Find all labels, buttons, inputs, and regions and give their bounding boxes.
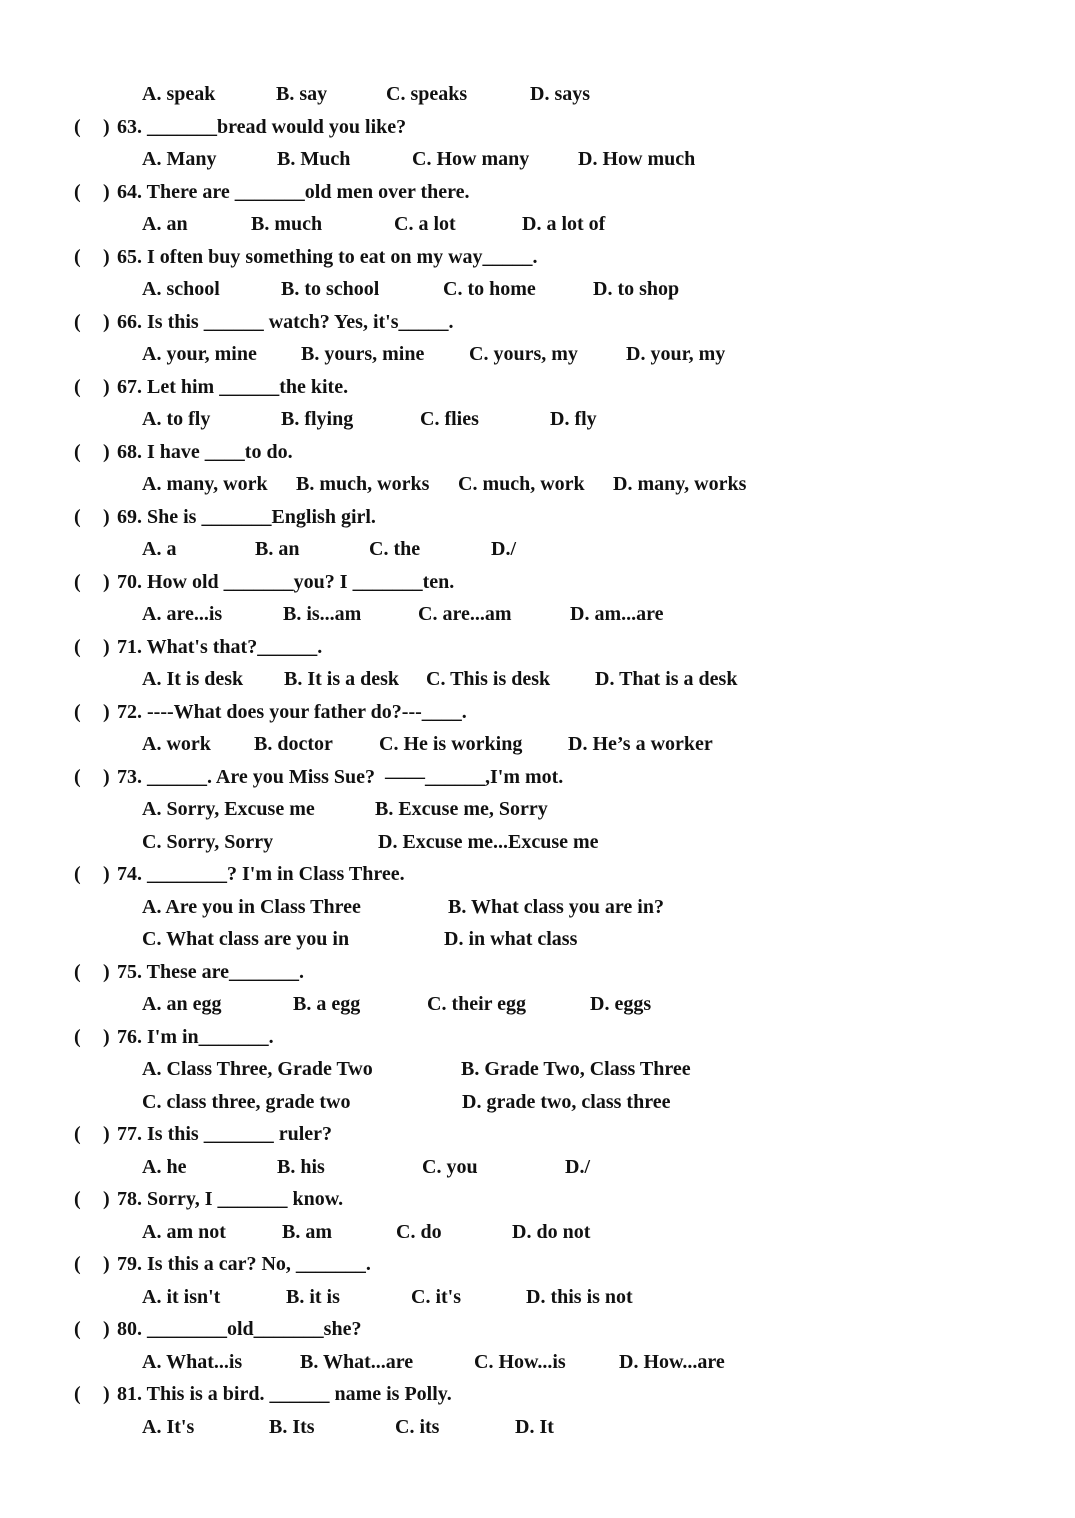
answer-option: C. How many	[412, 148, 530, 170]
options-line	[0, 1216, 1075, 1249]
options-line	[0, 78, 1075, 111]
answer-option: B. it is	[286, 1285, 340, 1308]
question-text: 69. She is _______English girl.	[117, 505, 376, 528]
answer-option: A. Are you in Class Three	[142, 895, 361, 918]
answer-option: A. an egg	[142, 993, 222, 1015]
answer-option: D. Excuse me...Excuse me	[378, 830, 599, 853]
answer-option: B. Excuse me, Sorry	[375, 798, 548, 820]
question-line	[0, 1313, 1075, 1346]
answer-option: B. his	[277, 1155, 325, 1178]
question-line	[0, 858, 1075, 891]
options-line	[0, 403, 1075, 436]
question-text: 73. ______. Are you Miss Sue? ——______,I'm mot.	[117, 765, 564, 788]
answer-option: B. to school	[281, 278, 380, 300]
answer-paren-open: (	[74, 570, 81, 593]
answer-option: B. Its	[269, 1415, 315, 1438]
answer-option: C. do	[396, 1220, 442, 1243]
answer-paren-open: (	[74, 700, 81, 723]
question-text: 66. Is this ______ watch? Yes, it's_____.	[117, 310, 454, 333]
answer-option: D. your, my	[626, 343, 726, 365]
answer-option: A. Class Three, Grade Two	[142, 1058, 373, 1080]
question-line	[0, 436, 1075, 469]
answer-option: A. speak	[142, 83, 216, 105]
answer-paren-close: )	[103, 635, 110, 658]
answer-paren-open: (	[74, 1383, 81, 1405]
answer-option: D./	[565, 1155, 590, 1178]
question-line	[0, 111, 1075, 144]
answer-option: D. this is not	[526, 1285, 633, 1308]
options-line	[0, 273, 1075, 306]
answer-option: A. it isn't	[142, 1285, 221, 1308]
worksheet	[0, 78, 1075, 1443]
question-line	[0, 1183, 1075, 1216]
answer-option: D. That is a desk	[595, 668, 738, 690]
question-text: 77. Is this _______ ruler?	[117, 1123, 332, 1145]
answer-option: D. am...are	[570, 603, 664, 625]
answer-option: A. work	[142, 733, 211, 755]
question-line	[0, 501, 1075, 534]
answer-paren-open: (	[74, 1253, 81, 1275]
answer-paren-open: (	[74, 245, 81, 268]
answer-paren-close: )	[103, 1188, 110, 1210]
answer-option: A. It is desk	[142, 668, 244, 690]
answer-paren-open: (	[74, 115, 81, 138]
question-line	[0, 1378, 1075, 1411]
answer-option: A. Many	[142, 148, 217, 170]
answer-option: D. grade two, class three	[462, 1090, 671, 1113]
answer-paren-open: (	[74, 1123, 81, 1145]
options-line	[0, 826, 1075, 859]
answer-option: B. much	[251, 213, 323, 235]
answer-paren-open: (	[74, 310, 81, 333]
answer-paren-close: )	[103, 310, 110, 333]
answer-option: A. to fly	[142, 408, 211, 430]
question-text: 71. What's that?______.	[117, 635, 323, 658]
question-line	[0, 306, 1075, 339]
answer-option: D. a lot of	[522, 213, 606, 235]
answer-paren-close: )	[103, 1025, 110, 1048]
question-text: 81. This is a bird. ______ name is Polly.	[117, 1383, 452, 1405]
answer-option: B. a egg	[293, 993, 361, 1015]
answer-paren-open: (	[74, 1025, 81, 1048]
answer-option: C. speaks	[386, 83, 468, 105]
answer-option: C. it's	[411, 1285, 461, 1308]
answer-paren-close: )	[103, 570, 110, 593]
question-text: 72. ----What does your father do?---____.	[117, 700, 467, 723]
question-line	[0, 956, 1075, 989]
answer-option: C. their egg	[427, 993, 527, 1015]
question-line	[0, 1118, 1075, 1151]
options-line	[0, 1053, 1075, 1086]
options-line	[0, 598, 1075, 631]
question-text: 75. These are_______.	[117, 960, 305, 983]
options-line	[0, 208, 1075, 241]
question-text: 63. _______bread would you like?	[117, 115, 407, 138]
answer-option: D. He’s a worker	[568, 733, 713, 755]
options-line	[0, 663, 1075, 696]
answer-option: C. its	[395, 1415, 440, 1438]
options-line	[0, 988, 1075, 1021]
answer-paren-close: )	[103, 1253, 110, 1275]
question-text: 65. I often buy something to eat on my way_____.	[117, 245, 538, 268]
answer-option: C. are...am	[418, 603, 512, 625]
answer-paren-open: (	[74, 180, 81, 203]
question-text: 74. ________? I'm in Class Three.	[117, 863, 405, 885]
answer-option: C. flies	[420, 408, 479, 430]
answer-option: C. you	[422, 1155, 478, 1178]
answer-option: C. yours, my	[469, 343, 578, 365]
options-line	[0, 143, 1075, 176]
options-line	[0, 1086, 1075, 1119]
answer-option: D./	[491, 538, 516, 560]
question-line	[0, 696, 1075, 729]
answer-paren-open: (	[74, 375, 81, 398]
answer-paren-open: (	[74, 440, 81, 463]
question-line	[0, 1248, 1075, 1281]
question-line	[0, 241, 1075, 274]
answer-option: A. he	[142, 1155, 187, 1178]
options-line	[0, 533, 1075, 566]
answer-option: D. to shop	[593, 278, 680, 300]
question-text: 80. ________old_______she?	[117, 1318, 362, 1340]
answer-option: A. are...is	[142, 603, 223, 625]
answer-paren-open: (	[74, 863, 81, 885]
options-line	[0, 1346, 1075, 1379]
answer-option: C. This is desk	[426, 668, 551, 690]
answer-option: C. What class are you in	[142, 928, 350, 950]
answer-option: C. the	[369, 538, 421, 560]
answer-option: A. an	[142, 213, 188, 235]
answer-option: C. much, work	[458, 473, 585, 495]
answer-option: C. to home	[443, 278, 536, 300]
answer-paren-close: )	[103, 1123, 110, 1145]
question-line	[0, 176, 1075, 209]
answer-paren-open: (	[74, 1188, 81, 1210]
question-text: 64. There are _______old men over there.	[117, 180, 470, 203]
question-line	[0, 761, 1075, 794]
answer-option: D. eggs	[590, 993, 652, 1015]
answer-option: B. is...am	[283, 603, 362, 625]
options-line	[0, 891, 1075, 924]
answer-paren-close: )	[103, 245, 110, 268]
answer-option: B. What...are	[300, 1350, 414, 1373]
answer-option: C. Sorry, Sorry	[142, 830, 274, 853]
answer-option: C. He is working	[379, 733, 523, 755]
answer-option: D. How...are	[619, 1350, 725, 1373]
answer-option: D. fly	[550, 408, 597, 430]
options-line	[0, 728, 1075, 761]
answer-option: A. am not	[142, 1220, 226, 1243]
answer-option: B. Grade Two, Class Three	[461, 1058, 691, 1080]
answer-option: D. in what class	[444, 928, 578, 950]
answer-option: D. How much	[578, 148, 696, 170]
answer-option: C. How...is	[474, 1350, 566, 1373]
answer-option: A. It's	[142, 1415, 195, 1438]
answer-paren-open: (	[74, 505, 81, 528]
answer-option: A. your, mine	[142, 343, 257, 365]
options-line	[0, 793, 1075, 826]
answer-option: B. am	[282, 1220, 332, 1243]
answer-paren-close: )	[103, 1318, 110, 1340]
answer-paren-open: (	[74, 960, 81, 983]
answer-paren-open: (	[74, 635, 81, 658]
question-text: 76. I'm in_______.	[117, 1025, 274, 1048]
answer-option: D. says	[530, 83, 591, 105]
answer-option: D. It	[515, 1415, 554, 1438]
answer-paren-close: )	[103, 180, 110, 203]
answer-paren-open: (	[74, 765, 81, 788]
options-line	[0, 923, 1075, 956]
answer-paren-close: )	[103, 1383, 110, 1405]
answer-option: A. a	[142, 538, 177, 560]
options-line	[0, 1151, 1075, 1184]
answer-option: B. Much	[277, 148, 351, 170]
answer-option: B. an	[255, 538, 300, 560]
question-text: 78. Sorry, I _______ know.	[117, 1188, 344, 1210]
question-text: 79. Is this a car? No, _______.	[117, 1253, 371, 1275]
answer-option: A. Sorry, Excuse me	[142, 798, 315, 820]
answer-paren-close: )	[103, 863, 110, 885]
answer-paren-close: )	[103, 960, 110, 983]
question-line	[0, 371, 1075, 404]
answer-paren-close: )	[103, 115, 110, 138]
question-text: 67. Let him ______the kite.	[117, 375, 349, 398]
answer-option: B. What class you are in?	[448, 895, 664, 918]
answer-paren-close: )	[103, 375, 110, 398]
options-line	[0, 1281, 1075, 1314]
answer-option: A. many, work	[142, 473, 268, 495]
answer-option: C. a lot	[394, 213, 456, 235]
answer-paren-close: )	[103, 440, 110, 463]
answer-option: B. doctor	[254, 733, 333, 755]
answer-option: B. much, works	[296, 473, 430, 495]
answer-option: A. What...is	[142, 1350, 243, 1373]
answer-option: B. yours, mine	[301, 343, 425, 365]
answer-option: B. say	[276, 83, 328, 105]
answer-option: B. It is a desk	[284, 668, 400, 690]
answer-option: A. school	[142, 278, 220, 300]
options-line	[0, 1411, 1075, 1444]
answer-option: B. flying	[281, 408, 354, 430]
answer-option: D. do not	[512, 1220, 591, 1243]
options-line	[0, 468, 1075, 501]
question-line	[0, 631, 1075, 664]
question-line	[0, 566, 1075, 599]
question-text: 68. I have ____to do.	[117, 440, 293, 463]
question-text: 70. How old _______you? I _______ten.	[117, 570, 455, 593]
question-line	[0, 1021, 1075, 1054]
answer-paren-close: )	[103, 700, 110, 723]
answer-paren-close: )	[103, 505, 110, 528]
answer-option: D. many, works	[613, 473, 747, 495]
answer-paren-close: )	[103, 765, 110, 788]
answer-option: C. class three, grade two	[142, 1090, 351, 1113]
options-line	[0, 338, 1075, 371]
answer-paren-open: (	[74, 1318, 81, 1340]
